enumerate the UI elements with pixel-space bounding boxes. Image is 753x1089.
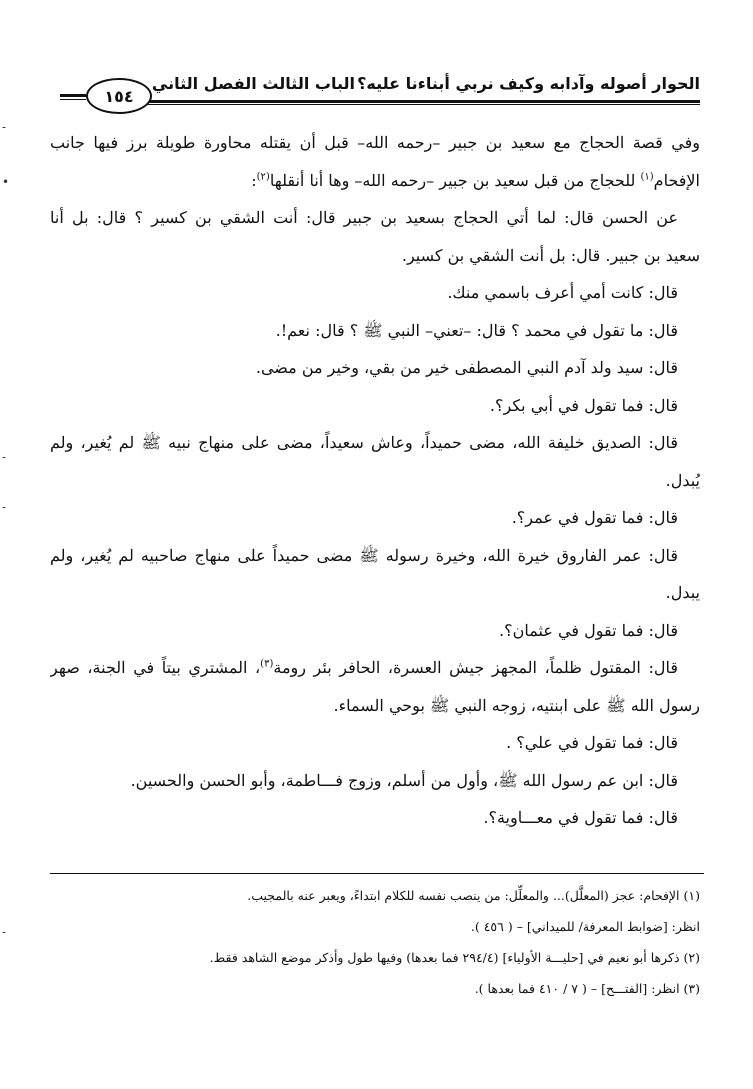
footnote-ref-3[interactable]: (٣) [260, 658, 274, 670]
text-span: قال: المقتول ظلماً، المجهز جيش العسرة، الحافر بئر رومة [273, 658, 679, 677]
footnote-3: (٣) انظر: [الفتـــح] – ( ٧ / ٤١٠ فما بعدها ). [474, 981, 700, 996]
footnotes [50, 880, 700, 1004]
text-line-9: قال: الصديق خليفة الله، مضى حميداً، وعاش سعيداً، مضى على منهاج نبيه ﷺ لم يُغير، ولم [50, 433, 678, 452]
main-text [50, 124, 700, 837]
text-line-2 [50, 162, 700, 200]
header-rule-left-thin [60, 99, 86, 100]
text-line-18: قال: ابن عم رسول الله ﷺ، وأول من أسلم، وزوج فـــاطمة، وأبو الحسن والحسين. [130, 770, 678, 790]
text-line-12: قال: عمر الفاروق خيرة الله، وخيرة رسوله ﷺ مضى حميداً على منهاج صاحبيه لم يُغير، ولم [50, 545, 678, 565]
margin-mark: - [2, 500, 7, 514]
chapter-title: الباب الثالث الفصل الثاني [151, 74, 355, 93]
margin-mark: - [2, 925, 7, 939]
running-header [60, 70, 700, 106]
text-span: الإفحام [653, 170, 700, 190]
header-rule [120, 100, 700, 103]
footnote-2: (٢) ذكرها أبو نعيم في [حليـــة الأولياء] (٢٩٤/٤ فما بعدها) وفيها طول وأذكر موضع الشاهد فقط. [209, 950, 700, 965]
margin-mark: - [2, 450, 7, 464]
margin-mark: • [2, 175, 10, 189]
text-line-6: قال: ما تقول في محمد ؟ قال: –تعني– النبي ﷺ ؟ قال: نعم!. [275, 320, 678, 340]
text-line-11: قال: فما تقول في عمر؟. [511, 508, 678, 527]
text-line-19: قال: فما تقول في معـــاوية؟. [483, 808, 678, 827]
text-line-16: رسول الله ﷺ على ابنتيه، زوجه النبي ﷺ بوحي السماء. [333, 695, 700, 715]
text-line-3: عن الحسن قال: لما أتي الحجاج بسعيد بن جبير قال: أنت الشقي بن كسير ؟ قال: بل أنا [50, 208, 678, 227]
text-line-10: يُبدل. [665, 470, 700, 490]
header-rule-left [60, 94, 86, 97]
margin-mark: - [2, 120, 7, 134]
text-line-17: قال: فما تقول في علي؟ . [506, 733, 678, 752]
text-line-8: قال: فما تقول في أبي بكر؟. [489, 395, 678, 415]
text-span: : [251, 170, 257, 190]
page-number: ١٥٤ [86, 78, 152, 114]
book-title: الحوار أصوله وآدابه وكيف نربي أبناءنا عليه؟ [357, 74, 700, 93]
text-line-7: قال: سيد ولد آدم النبي المصطفى خير من بقي، وخير من مضى. [255, 358, 678, 377]
text-line-14: قال: فما تقول في عثمان؟. [499, 620, 678, 640]
header-rule-thin [120, 104, 700, 105]
text-line-13: يبدل. [665, 583, 700, 602]
footnote-ref-1[interactable]: (١) [640, 171, 654, 183]
footnote-ref-2[interactable]: (٢) [256, 171, 270, 183]
footnote-1: (١) الإفحام: عجز (المعلَّل)... والمعلِّل: من ينصب نفسه للكلام ابتداءً، ويعبر عنه بالمجيب. [247, 888, 700, 903]
text-line-15 [50, 649, 700, 687]
text-line-5: قال: كانت أمي أعرف باسمي منك. [447, 283, 678, 302]
text-span: ، المشتري بيتاً في الجنة، صهر [50, 658, 261, 677]
text-line-4: سعيد بن جبير. قال: بل أنت الشقي بن كسير. [401, 245, 700, 265]
footnote-separator [50, 873, 704, 874]
text-span: للحجاج من قبل سعيد بن جبير –رحمه الله– وها أنا أنقلها [269, 170, 641, 190]
text-line-1: وفي قصة الحجاج مع سعيد بن جبير –رحمه الله– قبل أن يقتله محاورة طويلة برز فيها جانب [50, 133, 700, 152]
footnote-1-source: انظر: [ضوابط المعرفة/ للميداني] – ( ٤٥٦ ). [470, 919, 700, 934]
